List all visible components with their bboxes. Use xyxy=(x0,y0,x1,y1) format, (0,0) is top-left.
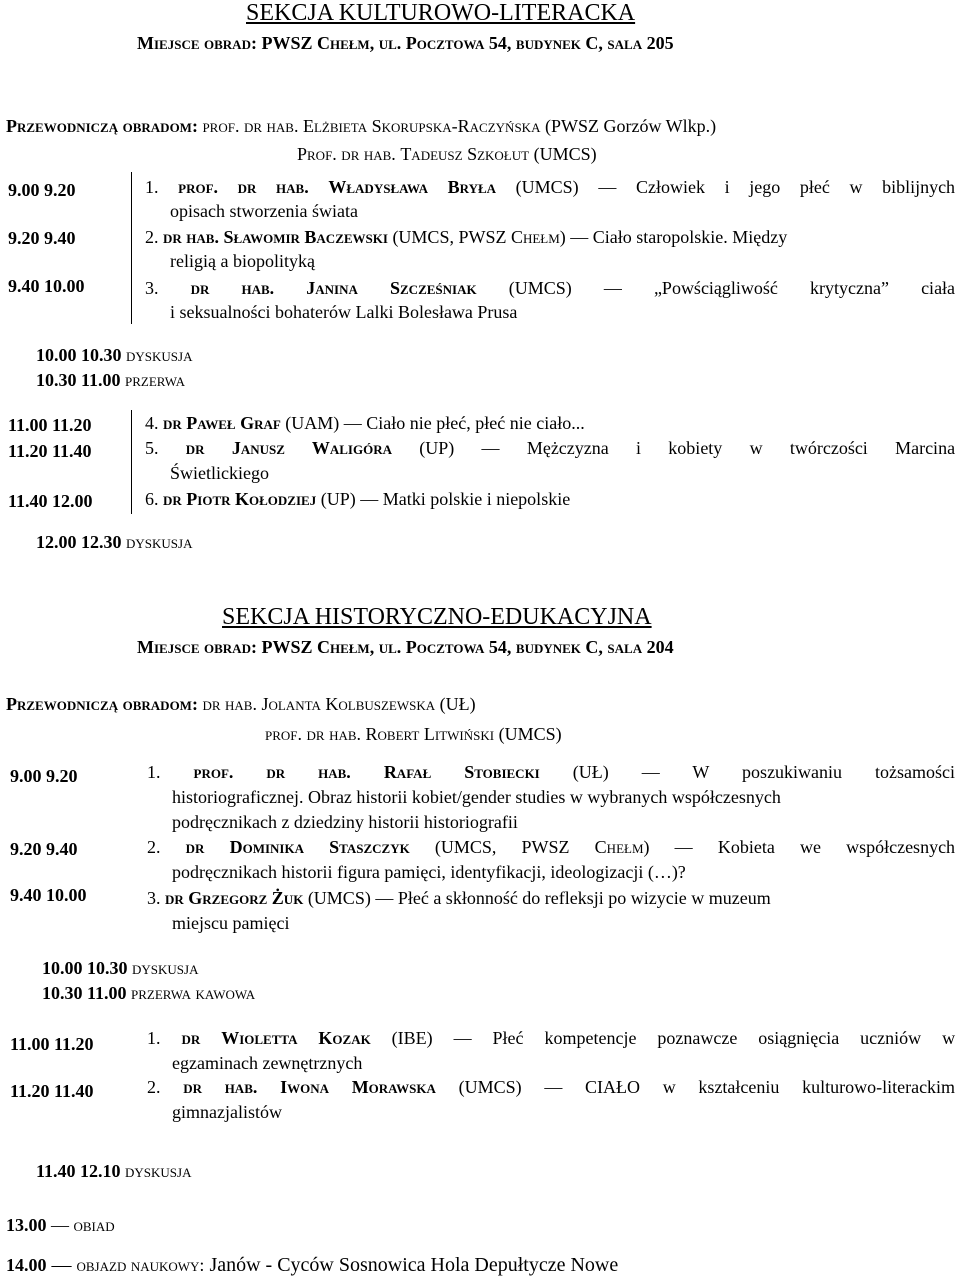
speaker-aff: (UMCS) xyxy=(458,1077,522,1097)
break-label: dyskusja xyxy=(125,1161,192,1181)
dash-icon: — xyxy=(375,888,394,908)
trip-label: objazd naukowy: xyxy=(76,1255,205,1275)
talk-item xyxy=(147,1077,955,1098)
break-label: dyskusja xyxy=(132,958,199,978)
field-trip xyxy=(6,1254,618,1277)
dash-icon: — xyxy=(51,1254,72,1276)
speaker-name: Rafał Stobiecki xyxy=(383,762,540,782)
break-time: 11.40 12.10 xyxy=(36,1161,121,1181)
dash-icon: — xyxy=(641,762,660,782)
section1-chairs xyxy=(6,116,716,137)
chair1-name: Elżbieta Skorupska-Raczyńska xyxy=(302,116,541,136)
talk-time: 9.20 9.40 xyxy=(8,228,76,248)
talk-topic: Ciało nie płeć, płeć nie ciało... xyxy=(366,413,585,433)
speaker-aff: (UMCS, PWSZ Chełm) xyxy=(392,227,566,247)
talk-item xyxy=(145,413,585,434)
talk-topic: W poszukiwaniu tożsamości xyxy=(692,762,956,782)
break-time: 10.00 10.30 xyxy=(36,345,122,365)
lunch-label: obiad xyxy=(73,1215,115,1235)
lunch-time: 13.00 xyxy=(6,1215,47,1235)
break-label: dyskusja xyxy=(126,532,193,552)
talk-time: 11.00 11.20 xyxy=(8,415,92,435)
speaker-title: dr hab. xyxy=(183,1077,258,1097)
speaker-title: prof. dr hab. xyxy=(193,762,351,782)
speaker-title: dr xyxy=(185,438,205,458)
talk-time: 11.00 11.20 xyxy=(10,1034,94,1054)
speaker-title: dr xyxy=(163,489,182,509)
talk-topic-cont: historiograficznej. Obraz historii kobiet/gender studies w wybranych współczesnych xyxy=(172,787,781,807)
talk-number: 6. xyxy=(145,489,159,509)
break-pause xyxy=(36,370,185,391)
dash-icon: — xyxy=(603,278,622,298)
break-time: 10.00 10.30 xyxy=(42,958,128,978)
lunch xyxy=(6,1215,115,1236)
chairs-label: Przewodniczą obradom: xyxy=(6,116,198,136)
section1-venue xyxy=(137,33,674,54)
speaker-name: Wioletta Kozak xyxy=(221,1028,371,1048)
section2-chair2 xyxy=(265,724,562,745)
speaker-name: Janusz Waligóra xyxy=(231,438,392,458)
chair2-name: Tadeusz Szkołut xyxy=(400,144,530,164)
speaker-aff: (UMCS) xyxy=(508,278,572,298)
talk-item xyxy=(145,227,787,248)
dash-icon: — xyxy=(674,837,693,857)
talk-item xyxy=(147,762,955,783)
talk-topic: Kobieta we współczesnych xyxy=(717,837,956,857)
talk-topic-cont: i seksualności bohaterów Lalki Bolesława Prusa xyxy=(170,302,518,322)
talk-topic-cont: podręcznikach historii figura pamięci, identyfikacji, ideologizacji (…)? xyxy=(172,862,686,882)
speaker-title: dr hab. xyxy=(163,227,219,247)
section1-chair2 xyxy=(297,144,597,165)
dash-icon: — xyxy=(453,1028,472,1048)
speaker-title: dr xyxy=(163,413,182,433)
talk-topic: Mężczyzna i kobiety w twórczości Marcina xyxy=(526,438,956,458)
speaker-name: Grzegorz Żuk xyxy=(188,888,304,908)
break-label: przerwa kawowa xyxy=(131,983,256,1003)
break-discussion xyxy=(36,532,192,553)
section2-chairs xyxy=(6,694,476,715)
trip-time: 14.00 xyxy=(6,1255,47,1275)
talk-time: 9.40 10.00 xyxy=(10,885,87,905)
chair1-name: Jolanta Kolbuszewska xyxy=(261,694,436,714)
talk-item xyxy=(145,438,955,459)
talk-topic: Ciało staropolskie. Między xyxy=(592,227,788,247)
talk-topic-cont: egzaminach zewnętrznych xyxy=(172,1053,363,1073)
talk-topic: Matki polskie i niepolskie xyxy=(382,489,571,509)
dash-icon: — xyxy=(570,227,589,247)
talk-time: 9.40 10.00 xyxy=(8,276,85,296)
talk-item xyxy=(145,489,570,510)
dash-icon: — xyxy=(481,438,500,458)
section1-title: SEKCJA KULTUROWO-LITERACKA xyxy=(246,0,636,26)
speaker-aff: (UMCS) xyxy=(515,177,579,197)
speaker-aff: (UMCS, PWSZ Chełm) xyxy=(434,837,650,857)
talk-item xyxy=(145,177,955,198)
break-time: 10.30 11.00 xyxy=(42,983,127,1003)
speaker-name: Sławomir Baczewski xyxy=(223,227,388,247)
talk-topic: CIAŁO w kształceniu kulturowo-literackim xyxy=(585,1077,956,1097)
talk-number: 1. xyxy=(147,1028,161,1048)
talk-number: 5. xyxy=(145,438,159,458)
chair2-aff: (UMCS) xyxy=(498,724,562,744)
speaker-aff: (UMCS) xyxy=(307,888,371,908)
venue-value: PWSZ Chełm, ul. Pocztowa 54, budynek C, sala 205 xyxy=(261,33,674,53)
chair2-title: Prof. dr hab. xyxy=(297,144,396,164)
talk-time: 9.20 9.40 xyxy=(10,839,78,859)
chair1-aff: (PWSZ Gorzów Wlkp.) xyxy=(544,116,717,136)
speaker-title: dr xyxy=(181,1028,201,1048)
break-discussion xyxy=(36,1161,191,1182)
chairs-label: Przewodniczą obradom: xyxy=(6,694,198,714)
talk-item xyxy=(147,888,771,909)
talk-topic-cont: podręcznikach z dziedziny historii historiografii xyxy=(172,812,518,832)
talk-time: 11.20 11.40 xyxy=(10,1081,94,1101)
speaker-name: Paweł Graf xyxy=(186,413,281,433)
talk-item xyxy=(147,1028,955,1049)
venue-value: PWSZ Chełm, ul. Pocztowa 54, budynek C, sala 204 xyxy=(261,637,674,657)
chair1-aff: (UŁ) xyxy=(439,694,476,714)
break-discussion xyxy=(36,345,192,366)
talk-number: 4. xyxy=(145,413,159,433)
talk-topic-cont: Świetlickiego xyxy=(170,463,269,483)
talk-topic: „Powściągliwość krytyczna” ciała xyxy=(653,278,956,298)
dash-icon: — xyxy=(343,413,362,433)
break-label: przerwa xyxy=(125,370,185,390)
dash-icon: — xyxy=(544,1077,563,1097)
break-pause xyxy=(42,983,255,1004)
chair2-name: Robert Litwiński xyxy=(365,724,495,744)
section2-venue xyxy=(137,637,674,658)
talk-item xyxy=(145,278,955,299)
break-time: 12.00 12.30 xyxy=(36,532,122,552)
talk-number: 1. xyxy=(147,762,161,782)
talk-number: 2. xyxy=(147,1077,161,1097)
speaker-name: Janina Szcześniak xyxy=(306,278,477,298)
break-time: 10.30 11.00 xyxy=(36,370,121,390)
venue-label: Miejsce obrad: xyxy=(137,637,257,657)
chair2-aff: (UMCS) xyxy=(533,144,597,164)
talk-number: 2. xyxy=(145,227,159,247)
talk-number: 3. xyxy=(145,278,159,298)
talk-time: 11.20 11.40 xyxy=(8,441,92,461)
speaker-aff: (UP) xyxy=(320,489,356,509)
venue-label: Miejsce obrad: xyxy=(137,33,257,53)
talk-number: 3. xyxy=(147,888,161,908)
chair2-title: prof. dr hab. xyxy=(265,724,362,744)
talk-topic: Płeć kompetencje poznawcze osiągnięcia uczniów w xyxy=(492,1028,956,1048)
time-divider xyxy=(131,172,132,324)
speaker-title: dr xyxy=(185,837,205,857)
dash-icon: — xyxy=(51,1215,69,1235)
talk-topic-cont: gimnazjalistów xyxy=(172,1102,282,1122)
speaker-aff: (IBE) xyxy=(391,1028,433,1048)
chair1-title: dr hab. xyxy=(202,694,257,714)
speaker-aff: (UP) xyxy=(419,438,455,458)
section2-title: SEKCJA HISTORYCZNO-EDUKACYJNA xyxy=(222,604,652,630)
time-divider xyxy=(131,410,132,514)
talk-time: 9.00 9.20 xyxy=(8,180,76,200)
dash-icon: — xyxy=(360,489,379,509)
trip-route: Janów - Cyców Sosnowica Hola Depułtycze Nowe xyxy=(209,1254,619,1276)
speaker-aff: (UŁ) xyxy=(572,762,609,782)
speaker-title: dr xyxy=(165,888,184,908)
speaker-name: Władysława Bryła xyxy=(328,177,497,197)
talk-time: 9.00 9.20 xyxy=(10,766,78,786)
speaker-name: Dominika Staszczyk xyxy=(229,837,410,857)
talk-topic: Człowiek i jego płeć w biblijnych xyxy=(635,177,956,197)
talk-number: 1. xyxy=(145,177,159,197)
talk-time: 11.40 12.00 xyxy=(8,491,93,511)
speaker-name: Iwona Morawska xyxy=(280,1077,436,1097)
talk-topic-cont: miejscu pamięci xyxy=(172,913,290,933)
chair1-title: prof. dr hab. xyxy=(202,116,299,136)
talk-item xyxy=(147,837,955,858)
speaker-name: Piotr Kołodziej xyxy=(186,489,317,509)
talk-topic-cont: religią a biopolityką xyxy=(170,251,315,271)
talk-topic: Płeć a skłonność do refleksji po wizycie w muzeum xyxy=(397,888,771,908)
speaker-title: dr hab. xyxy=(190,278,275,298)
speaker-aff: (UAM) xyxy=(285,413,340,433)
talk-number: 2. xyxy=(147,837,161,857)
break-label: dyskusja xyxy=(126,345,193,365)
dash-icon: — xyxy=(598,177,617,197)
speaker-title: prof. dr hab. xyxy=(178,177,309,197)
break-discussion xyxy=(42,958,198,979)
talk-topic-cont: opisach stworzenia świata xyxy=(170,201,358,221)
